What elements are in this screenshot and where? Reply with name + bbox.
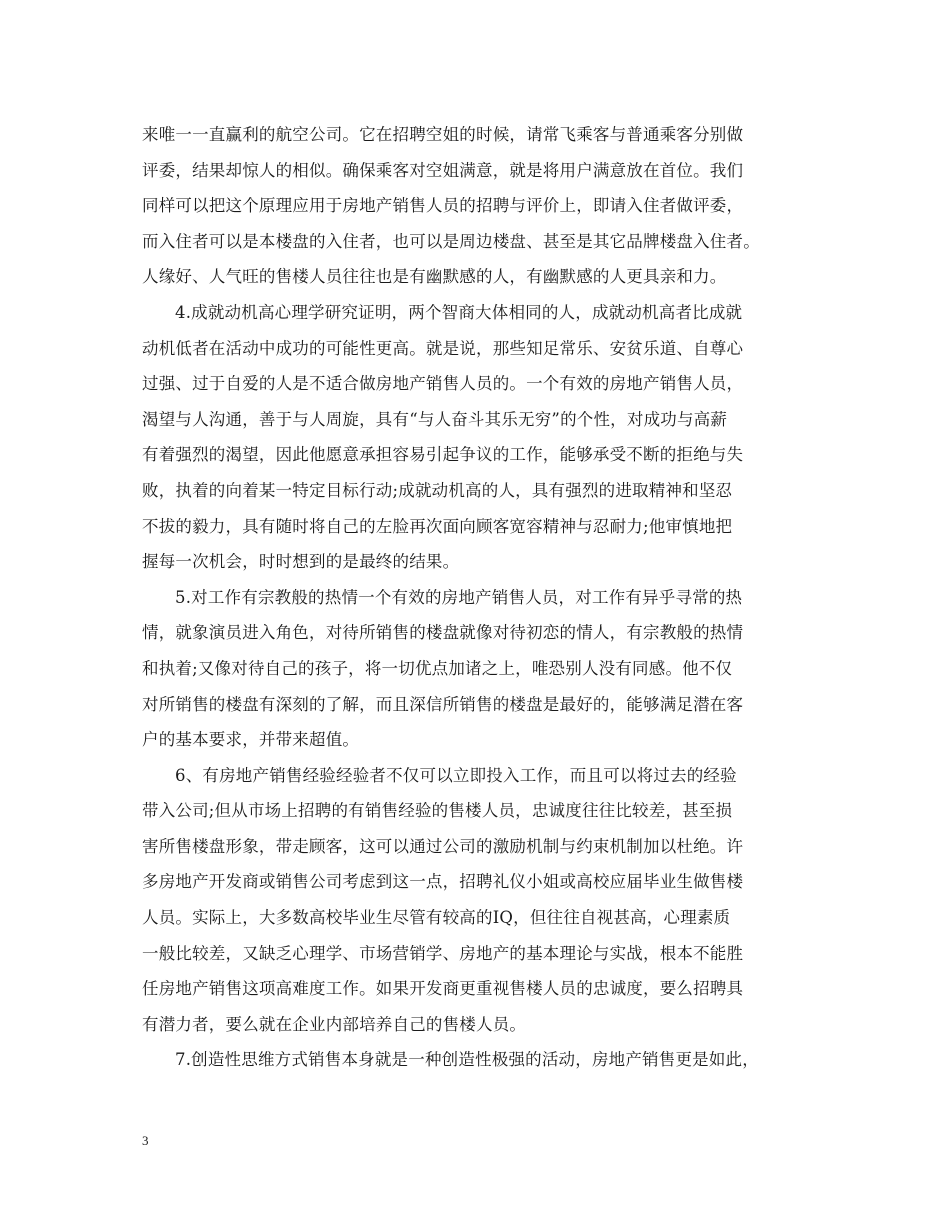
text-line: 人缘好、人气旺的售楼人员往往也是有幽默感的人，有幽默感的人更具亲和力。 [142, 267, 727, 287]
document-body [142, 117, 822, 1078]
text-line: 人员。实际上，大多数高校毕业生尽管有较高的IQ，但往往自视甚高，心理素质 [142, 908, 731, 928]
text-line: 有潜力者，要么就在企业内部培养自己的售楼人员。 [142, 1014, 527, 1034]
paragraph-start-line: 5.对工作有宗教般的热情一个有效的房地产销售人员，对工作有异乎寻常的热 [175, 587, 743, 607]
paragraph-start-line: 7.创造性思维方式销售本身就是一种创造性极强的活动，房地产销售更是如此， [175, 1050, 759, 1070]
text-line: 一般比较差，又缺乏心理学、市场营销学、房地产的基本理论与实战，根本不能胜 [142, 943, 744, 963]
paragraph-start-line: 4.成就动机高心理学研究证明，两个智商大体相同的人，成就动机高者比成就 [175, 302, 743, 322]
text-line: 败，执着的向着某一特定目标行动;成就动机高的人，具有强烈的进取精神和坚忍 [142, 480, 733, 500]
text-line: 对所销售的楼盘有深刻的了解，而且深信所销售的楼盘是最好的，能够满足潜在客 [142, 694, 744, 714]
text-line: 带入公司;但从市场上招聘的有销售经验的售楼人员，忠诚度往往比较差，甚至损 [142, 801, 733, 821]
text-line: 害所售楼盘形象，带走顾客，这可以通过公司的激励机制与约束机制加以杜绝。许 [142, 836, 744, 856]
text-line: 多房地产开发商或销售公司考虑到这一点，招聘礼仪小姐或高校应届毕业生做售楼 [142, 872, 744, 892]
text-line: 和执着;又像对待自己的孩子，将一切优点加诸之上，唯恐别人没有同感。他不仅 [142, 658, 733, 678]
text-line: 同样可以把这个原理应用于房地产销售人员的招聘与评价上，即请入住者做评委， [142, 196, 744, 216]
paragraph-start-line: 6、有房地产销售经验经验者不仅可以立即投入工作，而且可以将过去的经验 [175, 765, 737, 785]
text-line: 户的基本要求，并带来超值。 [142, 730, 360, 750]
text-line: 动机低者在活动中成功的可能性更高。就是说，那些知足常乐、安贫乐道、自尊心 [142, 338, 744, 358]
text-line: 评委，结果却惊人的相似。确保乘客对空姐满意，就是将用户满意放在首位。我们 [142, 160, 744, 180]
text-line: 过强、过于自爱的人是不适合做房地产销售人员的。一个有效的房地产销售人员， [142, 374, 744, 394]
text-line: 握每一次机会，时时想到的是最终的结果。 [142, 552, 460, 572]
text-line: 而入住者可以是本楼盘的入住者，也可以是周边楼盘、甚至是其它品牌楼盘入住者。 [142, 231, 760, 251]
text-line: 情，就象演员进入角色，对待所销售的楼盘就像对待初恋的情人，有宗教般的热情 [142, 623, 744, 643]
text-line: 渴望与人沟通，善于与人周旋，具有“与人奋斗其乐无穷”的个性，对成功与高薪 [142, 409, 728, 429]
text-line: 来唯一一直赢利的航空公司。它在招聘空姐的时候，请常飞乘客与普通乘客分别做 [142, 125, 744, 144]
page-number: 3 [142, 1133, 149, 1148]
text-line: 有着强烈的渴望，因此他愿意承担容易引起争议的工作，能够承受不断的拒绝与失 [142, 445, 744, 465]
text-line: 不拔的毅力，具有随时将自己的左脸再次面向顾客宽容精神与忍耐力;他审慎地把 [142, 516, 733, 536]
text-line: 任房地产销售这项高难度工作。如果开发商更重视售楼人员的忠诚度，要么招聘具 [142, 979, 744, 999]
